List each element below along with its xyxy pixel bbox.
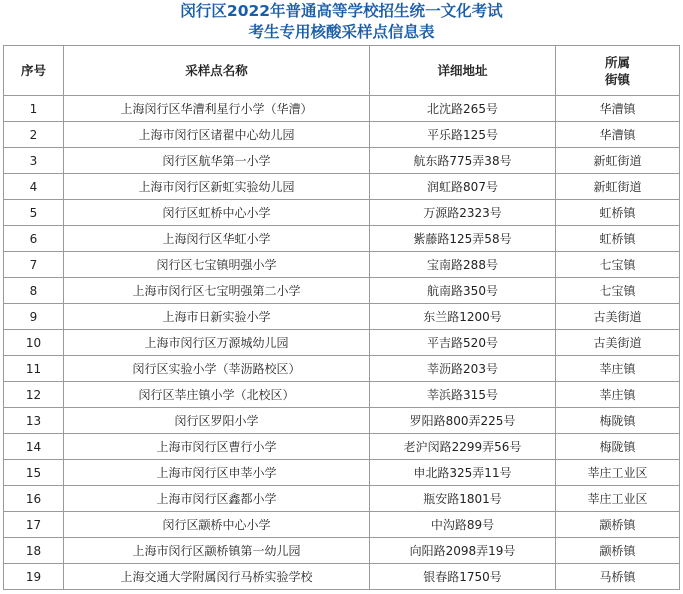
cell-address: 润虹路807号	[370, 174, 556, 200]
cell-no: 2	[4, 122, 64, 148]
cell-name: 上海市日新实验小学	[64, 304, 370, 330]
cell-no: 1	[4, 96, 64, 122]
table-row	[4, 174, 680, 200]
table-row	[4, 278, 680, 304]
cell-address: 紫藤路125弄58号	[370, 226, 556, 252]
table-row	[4, 148, 680, 174]
table-row	[4, 356, 680, 382]
cell-no: 18	[4, 538, 64, 564]
cell-name: 闵行区颛桥中心小学	[64, 512, 370, 538]
table-row	[4, 96, 680, 122]
cell-street: 莘庄工业区	[556, 486, 680, 512]
cell-address: 莘沥路203号	[370, 356, 556, 382]
cell-name: 上海闵行区华虹小学	[64, 226, 370, 252]
cell-address: 北沈路265号	[370, 96, 556, 122]
cell-address: 银春路1750号	[370, 564, 556, 590]
table-row	[4, 252, 680, 278]
table-row	[4, 304, 680, 330]
table-row	[4, 200, 680, 226]
cell-address: 向阳路2098弄19号	[370, 538, 556, 564]
cell-address: 宝南路288号	[370, 252, 556, 278]
cell-no: 14	[4, 434, 64, 460]
cell-street: 古美街道	[556, 304, 680, 330]
cell-name: 闵行区航华第一小学	[64, 148, 370, 174]
cell-name: 闵行区虹桥中心小学	[64, 200, 370, 226]
cell-street: 新虹街道	[556, 174, 680, 200]
cell-address: 申北路325弄11号	[370, 460, 556, 486]
cell-name: 闵行区七宝镇明强小学	[64, 252, 370, 278]
cell-name: 闵行区莘庄镇小学（北校区）	[64, 382, 370, 408]
cell-no: 7	[4, 252, 64, 278]
cell-no: 16	[4, 486, 64, 512]
cell-address: 航东路775弄38号	[370, 148, 556, 174]
table-row	[4, 512, 680, 538]
cell-no: 8	[4, 278, 64, 304]
cell-name: 上海市闵行区七宝明强第二小学	[64, 278, 370, 304]
cell-name: 上海市闵行区申莘小学	[64, 460, 370, 486]
cell-no: 13	[4, 408, 64, 434]
header-street-line-2: 街镇	[604, 71, 630, 87]
table-row	[4, 382, 680, 408]
table-body	[4, 96, 680, 590]
cell-no: 4	[4, 174, 64, 200]
cell-no: 12	[4, 382, 64, 408]
cell-no: 5	[4, 200, 64, 226]
document-title	[0, 0, 683, 45]
cell-street: 莘庄镇	[556, 382, 680, 408]
cell-address: 罗阳路800弄225号	[370, 408, 556, 434]
cell-street: 华漕镇	[556, 122, 680, 148]
table-row	[4, 564, 680, 590]
cell-no: 17	[4, 512, 64, 538]
cell-name: 上海市闵行区新虹实验幼儿园	[64, 174, 370, 200]
cell-address: 莘浜路315号	[370, 382, 556, 408]
cell-no: 19	[4, 564, 64, 590]
cell-name: 上海市闵行区鑫都小学	[64, 486, 370, 512]
header-street-line-1: 所属	[604, 54, 630, 70]
cell-street: 莘庄镇	[556, 356, 680, 382]
table-row	[4, 226, 680, 252]
cell-no: 15	[4, 460, 64, 486]
header-address: 详细地址	[370, 46, 556, 96]
title-line-1: 闵行区2022年普通高等学校招生统一文化考试	[180, 2, 503, 20]
table-row	[4, 460, 680, 486]
cell-no: 11	[4, 356, 64, 382]
cell-street: 马桥镇	[556, 564, 680, 590]
cell-no: 3	[4, 148, 64, 174]
table-row	[4, 434, 680, 460]
table-row	[4, 538, 680, 564]
cell-name: 闵行区罗阳小学	[64, 408, 370, 434]
cell-no: 9	[4, 304, 64, 330]
cell-address: 万源路2323号	[370, 200, 556, 226]
cell-street: 古美街道	[556, 330, 680, 356]
cell-address: 中沟路89号	[370, 512, 556, 538]
cell-address: 平乐路125号	[370, 122, 556, 148]
cell-name: 上海市闵行区万源城幼儿园	[64, 330, 370, 356]
header-no: 序号	[4, 46, 64, 96]
cell-no: 6	[4, 226, 64, 252]
cell-address: 东兰路1200号	[370, 304, 556, 330]
cell-name: 上海市闵行区曹行小学	[64, 434, 370, 460]
header-street	[556, 46, 680, 96]
cell-street: 颛桥镇	[556, 538, 680, 564]
cell-address: 平吉路520号	[370, 330, 556, 356]
table-row	[4, 408, 680, 434]
cell-street: 虹桥镇	[556, 226, 680, 252]
table-row	[4, 486, 680, 512]
cell-name: 上海市闵行区颛桥镇第一幼儿园	[64, 538, 370, 564]
table-row	[4, 122, 680, 148]
cell-street: 梅陇镇	[556, 434, 680, 460]
cell-address: 瓶安路1801号	[370, 486, 556, 512]
table-header-row	[4, 46, 680, 96]
sampling-sites-table	[3, 45, 680, 590]
cell-street: 颛桥镇	[556, 512, 680, 538]
cell-street: 莘庄工业区	[556, 460, 680, 486]
title-line-2: 考生专用核酸采样点信息表	[248, 23, 435, 41]
cell-name: 闵行区实验小学（莘沥路校区）	[64, 356, 370, 382]
cell-street: 虹桥镇	[556, 200, 680, 226]
cell-address: 航南路350号	[370, 278, 556, 304]
cell-name: 上海交通大学附属闵行马桥实验学校	[64, 564, 370, 590]
cell-street: 新虹街道	[556, 148, 680, 174]
cell-street: 七宝镇	[556, 252, 680, 278]
cell-street: 华漕镇	[556, 96, 680, 122]
table-row	[4, 330, 680, 356]
cell-street: 梅陇镇	[556, 408, 680, 434]
cell-street: 七宝镇	[556, 278, 680, 304]
cell-address: 老沪闵路2299弄56号	[370, 434, 556, 460]
cell-name: 上海市闵行区诸翟中心幼儿园	[64, 122, 370, 148]
cell-name: 上海闵行区华漕利星行小学（华漕）	[64, 96, 370, 122]
cell-no: 10	[4, 330, 64, 356]
header-name: 采样点名称	[64, 46, 370, 96]
